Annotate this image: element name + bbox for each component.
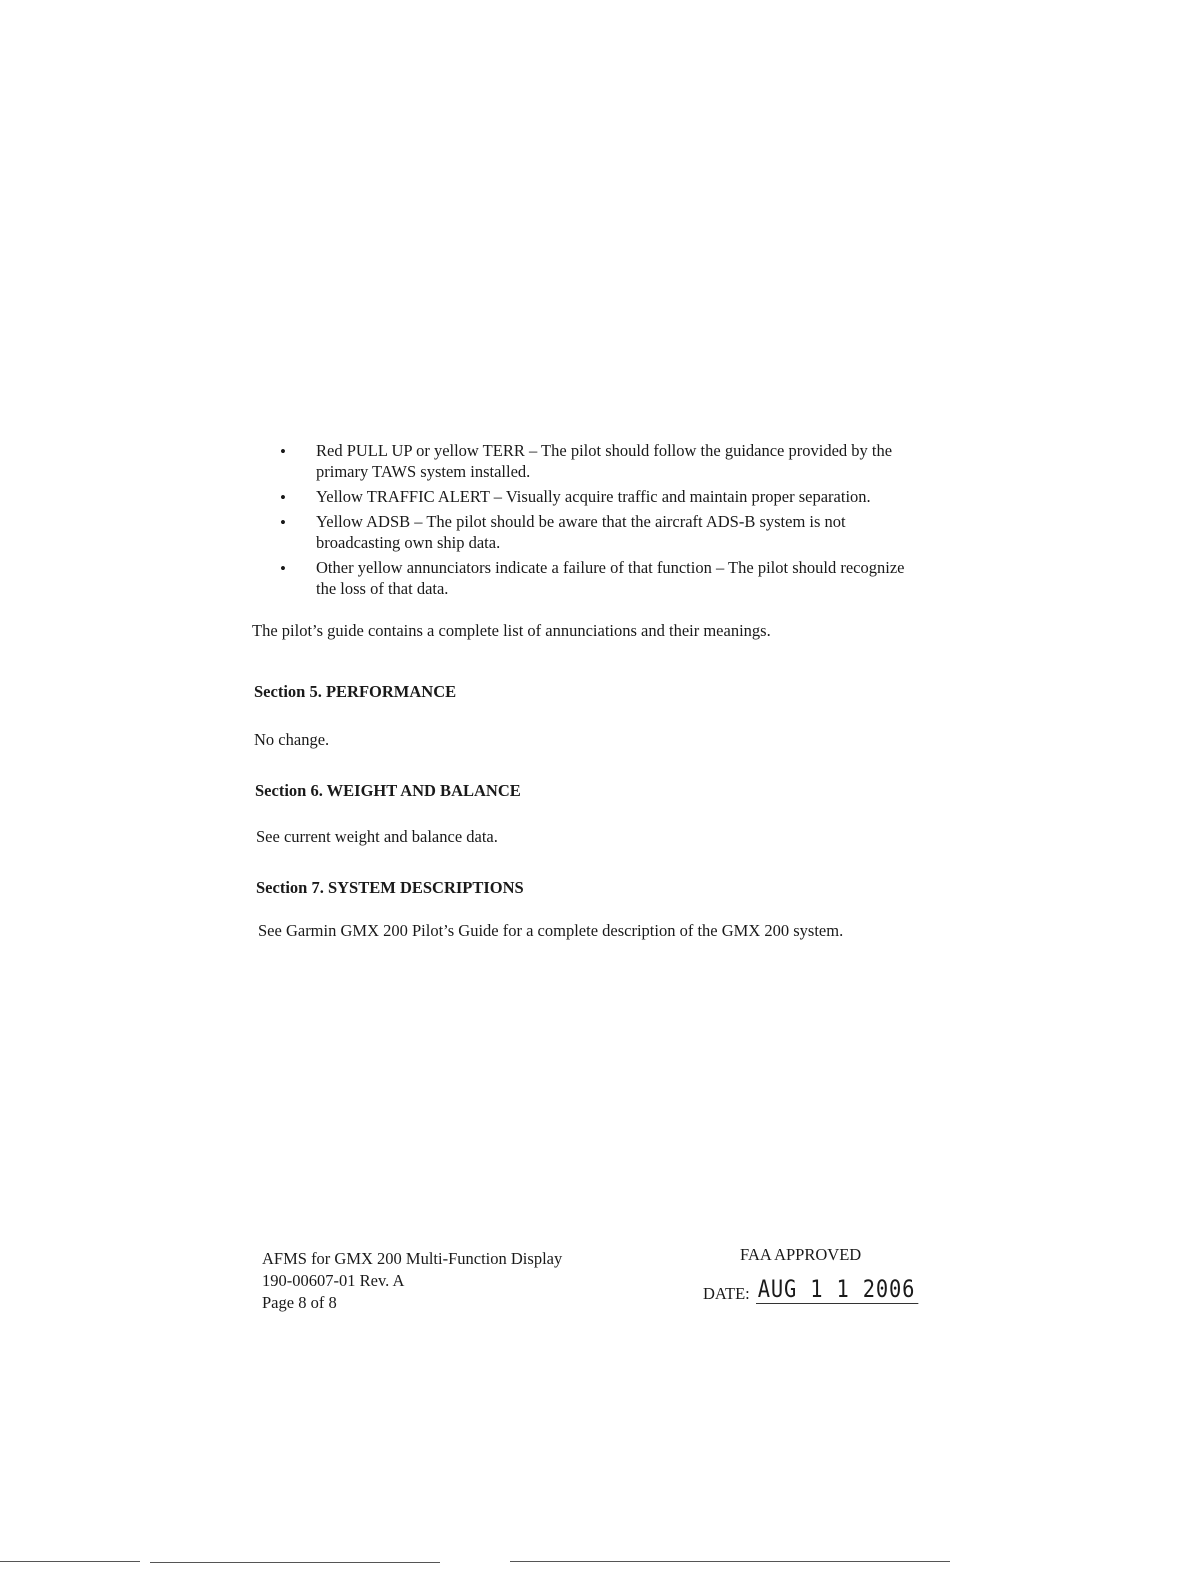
guide-note: The pilot’s guide contains a complete list of annunciations and their meanings. xyxy=(252,621,771,640)
scan-artifact-line xyxy=(150,1562,440,1563)
section-prefix: Section 6. xyxy=(255,781,323,800)
list-item: • Other yellow annunciators indicate a failure of that function – The pilot should recognize the loss of that data. xyxy=(250,557,910,599)
list-item: • Red PULL UP or yellow TERR – The pilot should follow the guidance provided by the primary TAWS system installed. xyxy=(250,440,910,482)
date-label: DATE: xyxy=(703,1284,750,1303)
section-title: WEIGHT AND BALANCE xyxy=(326,781,521,800)
date-stamp: AUG 1 1 2006 xyxy=(756,1276,919,1304)
section-5-body: No change. xyxy=(254,730,330,749)
scan-artifact-line xyxy=(0,1561,140,1562)
section-title: SYSTEM DESCRIPTIONS xyxy=(327,878,524,897)
approval-date xyxy=(703,1276,947,1304)
section-6-body: See current weight and balance data. xyxy=(256,827,498,846)
faa-approval-label: FAA APPROVED xyxy=(740,1245,862,1264)
annunciator-list xyxy=(250,440,910,603)
section-7-body: See Garmin GMX 200 Pilot’s Guide for a complete description of the GMX 200 system. xyxy=(258,921,844,940)
footer-document-info xyxy=(262,1248,562,1314)
footer-doc-title: AFMS for GMX 200 Multi-Function Display xyxy=(262,1249,563,1268)
section-7-heading xyxy=(256,878,524,898)
list-item: • Yellow ADSB – The pilot should be aware that the aircraft ADS-B system is not broadcasting own ship data. xyxy=(250,511,910,553)
section-5-heading xyxy=(254,682,456,702)
section-title: PERFORMANCE xyxy=(325,682,457,701)
scan-artifact-line xyxy=(510,1561,950,1562)
section-prefix: Section 5. xyxy=(254,682,322,701)
footer-doc-number: 190-00607-01 Rev. A xyxy=(262,1271,405,1290)
list-item: • Yellow TRAFFIC ALERT – Visually acquire traffic and maintain proper separation. xyxy=(250,486,910,507)
footer-page-number: Page 8 of 8 xyxy=(262,1293,337,1312)
section-6-heading xyxy=(255,781,521,801)
section-prefix: Section 7. xyxy=(256,878,324,897)
